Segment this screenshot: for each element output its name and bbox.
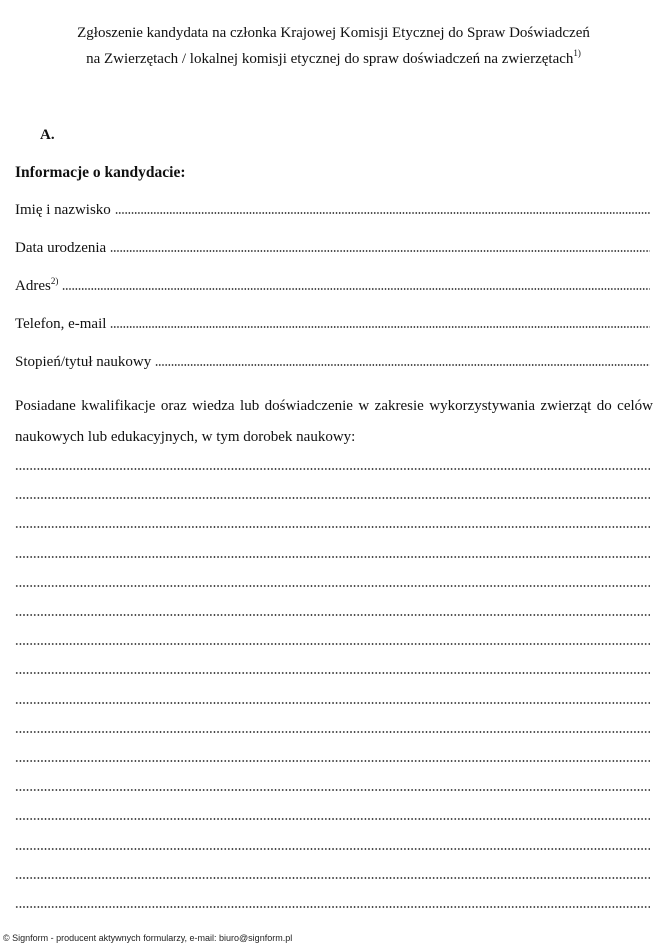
qualifications-input-line[interactable]: [15, 876, 650, 880]
degree-input-line[interactable]: [155, 363, 650, 367]
qualifications-input-line[interactable]: [15, 671, 650, 675]
qualifications-input-line[interactable]: [15, 555, 650, 559]
address-label-text: Adres: [15, 278, 51, 294]
degree-label: Stopień/tytuł naukowy: [15, 354, 152, 370]
qualifications-input-line[interactable]: [15, 817, 650, 821]
birthdate-label: Data urodzenia: [15, 240, 107, 256]
qualifications-input-line[interactable]: [15, 496, 650, 500]
footer-text: © Signform - producent aktywnych formularzy, e-mail: biuro@signform.pl: [3, 933, 293, 943]
title-line-1: Zgłoszenie kandydata na członka Krajowej Komisji Etycznej do Spraw Doświadczeń: [77, 25, 590, 41]
form-title: [0, 20, 667, 72]
phone-email-label: Telefon, e-mail: [15, 316, 107, 332]
address-label: [15, 278, 58, 295]
qualifications-input-line[interactable]: [15, 642, 650, 646]
qualifications-input-line[interactable]: [15, 701, 650, 705]
qualifications-input-line[interactable]: [15, 730, 650, 734]
qualifications-input-line[interactable]: [15, 584, 650, 588]
name-field: [15, 199, 650, 219]
name-input-line[interactable]: [115, 211, 650, 215]
address-field: [15, 275, 650, 295]
birthdate-field: [15, 237, 650, 257]
qualifications-input-line[interactable]: [15, 847, 650, 851]
qualifications-input-line[interactable]: [15, 525, 650, 529]
birthdate-input-line[interactable]: [110, 249, 650, 253]
phone-email-field: [15, 313, 650, 333]
title-footnote-mark: 1): [573, 48, 581, 58]
name-label: Imię i nazwisko: [15, 202, 111, 218]
title-line-2-text: na Zwierzętach / lokalnej komisji etycznej do spraw doświadczeń na zwierzętach: [86, 51, 574, 67]
phone-email-input-line[interactable]: [110, 325, 650, 329]
section-letter: A.: [40, 127, 55, 143]
address-input-line[interactable]: [62, 287, 650, 291]
degree-field: [15, 351, 650, 371]
qualifications-input-line[interactable]: [15, 905, 650, 909]
qualifications-input-line[interactable]: [15, 467, 650, 471]
qualifications-input-line[interactable]: [15, 759, 650, 763]
title-line-2: [0, 46, 667, 72]
qualifications-text: Posiadane kwalifikacje oraz wiedza lub doświadczenie w zakresie wykorzystywania zwierząt do celów naukowych lub edukacyjnych, w tym dorobek naukowy:: [15, 398, 653, 445]
qualifications-input-line[interactable]: [15, 613, 650, 617]
address-footnote-mark: 2): [50, 276, 59, 286]
candidate-info-heading: Informacje o kandydacie:: [15, 164, 186, 181]
qualifications-input-line[interactable]: [15, 788, 650, 792]
